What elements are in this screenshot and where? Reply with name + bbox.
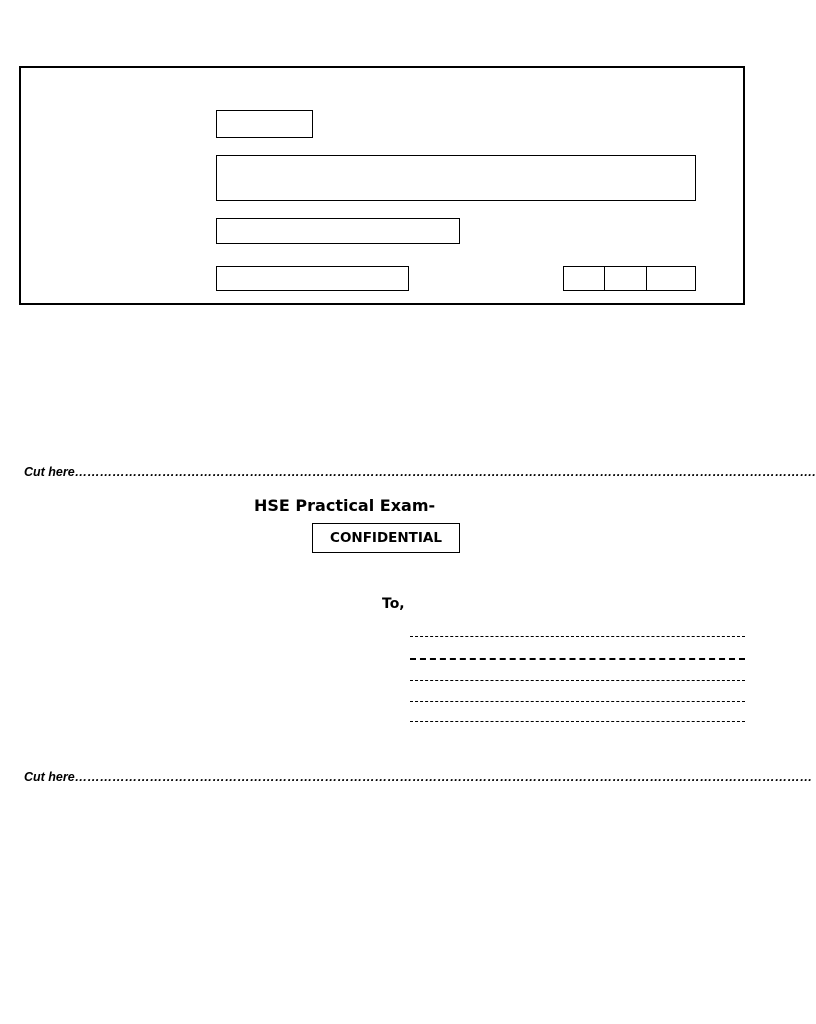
address-line-4[interactable] <box>410 701 745 702</box>
form-field-medium[interactable] <box>216 218 460 244</box>
date-box-2[interactable] <box>604 267 646 290</box>
form-field-wide[interactable] <box>216 155 696 201</box>
date-box-1[interactable] <box>564 267 604 290</box>
cut-here-line-top: Cut here……………………………………………………………………………………………………………………………………………………………. <box>24 465 816 479</box>
cut-here-line-bottom: Cut here…………………………………………………………………………………………………………………………………………………………… <box>24 770 813 784</box>
exam-title: HSE Practical Exam- <box>254 496 436 515</box>
address-line-3[interactable] <box>410 680 745 681</box>
form-field-lower[interactable] <box>216 266 409 291</box>
date-box-group <box>563 266 696 291</box>
form-field-short[interactable] <box>216 110 313 138</box>
address-line-1[interactable] <box>410 636 745 637</box>
confidential-badge <box>312 523 460 553</box>
date-box-3[interactable] <box>646 267 695 290</box>
address-line-2[interactable] <box>410 658 745 660</box>
address-line-5[interactable] <box>410 721 745 722</box>
to-label: To, <box>382 596 405 612</box>
confidential-label: CONFIDENTIAL <box>330 530 442 546</box>
